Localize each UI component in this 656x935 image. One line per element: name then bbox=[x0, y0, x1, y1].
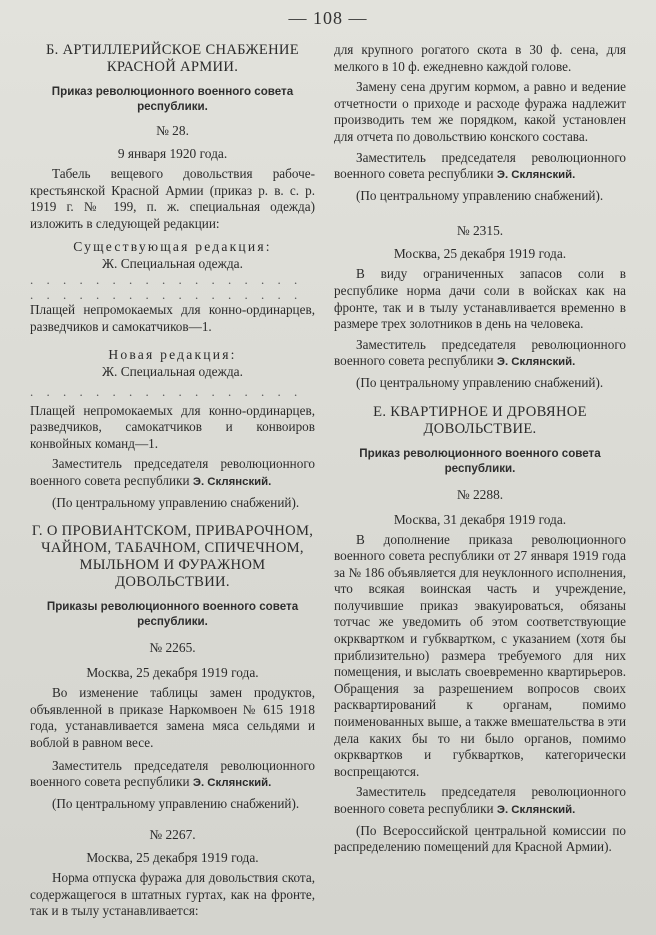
section-g-title: Г. О ПРОВИАНТСКОМ, ПРИВАРОЧНОМ, ЧАЙНОМ, ТАБАЧНОМ, СПИЧЕЧНОМ, МЫЛЬНОМ И ФУРАЖНОМ ДОВОЛЬСТВИИ. bbox=[31, 523, 314, 591]
order-text: Табель вещевого довольствия рабоче-крестьянской Красной Армии (приказ р. в. с. р. 1919 г. № 199, п. ж. специальная одежда) изложить в следующей редакции: bbox=[30, 166, 315, 231]
new-edition-text: Плащей непромокаемых для конно-ординарцев, разведчиков, самокатчиков и конвоиров конвойных команд—1. bbox=[30, 402, 315, 451]
order-text: Замену сена другим кормом, а равно и ведение отчетности о приходе и расходе фуража надлежит производить тем же порядком, какой установлен для отчета по довольствию конского состава. bbox=[334, 79, 626, 144]
department-note: (По центральному управлению снабжений). bbox=[52, 795, 300, 811]
ellipsis-line: . . . . . . . . . . . . . . . . . bbox=[30, 383, 303, 399]
order-number: № 2288. bbox=[456, 486, 504, 502]
page-number: — 108 — bbox=[288, 8, 368, 28]
section-e-title: Е. КВАРТИРНОЕ И ДРОВЯНОЕ ДОВОЛЬСТВИЕ. bbox=[373, 403, 587, 437]
signer-line bbox=[334, 150, 626, 184]
signer-name: Э. Склянский. bbox=[192, 475, 272, 488]
new-edition-label: Новая редакция: bbox=[108, 346, 237, 362]
existing-edition-label: Существующая редакция: bbox=[73, 239, 272, 255]
signer-title: Заместитель председателя революционного военного совета республики bbox=[334, 336, 626, 369]
signer-name: Э. Склянский. bbox=[496, 356, 576, 369]
signer-title: Заместитель председателя революционного военного совета республики bbox=[334, 149, 626, 182]
department-note: (По центральному управлению снабжений). bbox=[356, 374, 604, 390]
ellipsis-line: . . . . . . . . . . . . . . . . . bbox=[30, 272, 303, 288]
order-number: № 2315. bbox=[456, 223, 504, 239]
order-text: Норма отпуска фуража для довольствия скота, содержащегося в штатных гуртах, как на фронте, так и в тылу устанавливается: bbox=[30, 870, 315, 919]
signer-line bbox=[30, 758, 315, 792]
order-date: Москва, 31 декабря 1919 года. bbox=[393, 511, 567, 527]
department-note: (По центральному управлению снабжений). bbox=[52, 494, 300, 510]
signer-line bbox=[334, 337, 626, 371]
new-edition-item: Ж. Специальная одежда. bbox=[102, 363, 243, 379]
left-column bbox=[30, 42, 315, 920]
order-date: Москва, 25 декабря 1919 года. bbox=[86, 665, 259, 681]
order-number: № 2267. bbox=[149, 827, 196, 843]
signer-title: Заместитель председателя революционного военного совета республики bbox=[30, 456, 315, 488]
ellipsis-line: . . . . . . . . . . . . . . . . . bbox=[30, 287, 303, 303]
department-note: (По центральному управлению снабжений). bbox=[356, 187, 604, 203]
orders-heading: Приказы революционного военного совета республики. bbox=[46, 600, 299, 629]
order-date: 9 января 1920 года. bbox=[117, 146, 228, 161]
signer-line bbox=[334, 784, 626, 818]
order-number: № 2265. bbox=[149, 640, 196, 656]
order-heading: Приказ революционного военного совета республики. bbox=[51, 85, 294, 113]
department-note: (По Всероссийской центральной комиссии по распределению помещений для Красной Армии). bbox=[334, 822, 626, 855]
order-text: Во изменение таблицы замен продуктов, объявленной в приказе Наркомвоен № 615 1918 года, устанавливается замена мяса сельдями и воблой в равном весе. bbox=[30, 685, 315, 750]
signer-title: Заместитель председателя революционного военного совета республики bbox=[30, 757, 315, 790]
signer-name: Э. Склянский. bbox=[496, 169, 576, 182]
order-heading: Приказ революционного военного совета республики. bbox=[359, 446, 601, 475]
signer-name: Э. Склянский. bbox=[192, 777, 272, 790]
existing-edition-item: Ж. Специальная одежда. bbox=[102, 256, 243, 272]
order-date: Москва, 25 декабря 1919 года. bbox=[393, 246, 567, 262]
existing-edition-text: Плащей непромокаемых для конно-ординарцев, разведчиков и самокатчиков—1. bbox=[30, 302, 315, 334]
order-date: Москва, 25 декабря 1919 года. bbox=[86, 850, 259, 866]
order-number: № 28. bbox=[156, 123, 189, 138]
signer-title: Заместитель председателя революционного военного совета республики bbox=[334, 784, 626, 816]
section-b-title: Б. АРТИЛЛЕРИЙСКОЕ СНАБЖЕНИЕ КРАСНОЙ АРМИИ. bbox=[46, 42, 299, 75]
signer-line bbox=[30, 456, 315, 490]
order-text-continued: для крупного рогатого скота в 30 ф. сена, для мелкого в 10 ф. ежедневно каждой голове. bbox=[334, 42, 626, 74]
right-column bbox=[334, 42, 626, 856]
order-text: В виду ограниченных запасов соли в республике норма дачи соли в войсках как на фронте, так и в тылу устанавливается временно в размере трех золотников в день на человека. bbox=[334, 266, 626, 332]
order-text: В дополнение приказа революционного военного совета республики от 27 января 1919 года за № 186 объявляется для неуклонного исполнения, что всякая воинская часть и учреждение, получившие приказ эвакуироваться, обязаны тотчас же уведомить об этом соответствующие окрквартком и губквартком, с указанием (хотя бы приблизительно) размера требуемого для них помещения, и выслать своевременно квартирьеров. Обращения за разрешением вопросов своих расквартирований к органам, помимо поименованных выше, а также вмешательства в эти дела каких бы то ни было органов, помимо окрквартков и губквартков, категорически воспрещаются. bbox=[334, 531, 626, 779]
signer-name: Э. Склянский. bbox=[496, 804, 576, 816]
